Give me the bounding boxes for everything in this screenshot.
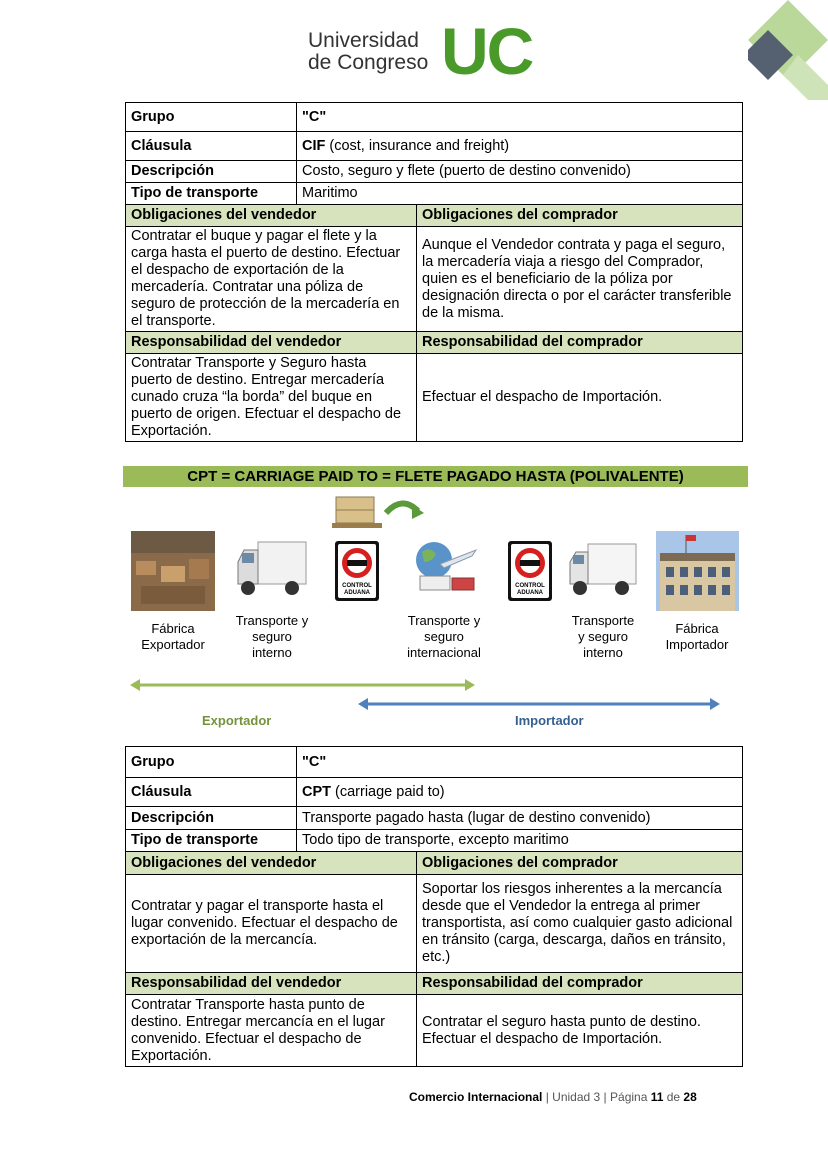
header-obligaciones-vendedor-2: Obligaciones del vendedor <box>126 852 417 875</box>
logo-text <box>308 30 428 74</box>
caption-transporte-internacional <box>394 613 494 661</box>
customs-sign-icon-2 <box>508 541 552 601</box>
footer-page-word: Página <box>610 1090 651 1104</box>
truck-icon <box>236 540 308 602</box>
caption-fabrica-exportador-text: Fábrica Exportador <box>141 621 205 652</box>
logo-line-2: de Congreso <box>308 51 429 74</box>
text-responsabilidad-vendedor: Contratar Transporte y Seguro hasta puerto de destino. Entregar mercadería cunado cruza “la borda” del buque en puerto de origen. Efectuar el despacho de Exportación. <box>126 354 417 442</box>
factory-importer-photo <box>656 531 739 611</box>
label-tipo-transporte: Tipo de transporte <box>126 183 297 205</box>
header-obligaciones-vendedor: Obligaciones del vendedor <box>126 205 417 227</box>
caption-fabrica-importador-text: Fábrica Importador <box>665 621 729 652</box>
importador-range-arrow <box>358 697 720 711</box>
value-clausula <box>297 132 743 161</box>
logo-line-1: Universidad <box>308 29 419 52</box>
footer-separator-1: | <box>542 1090 553 1104</box>
header-responsabilidad-vendedor-2: Responsabilidad del vendedor <box>126 973 417 995</box>
value-descripcion-2: Transporte pagado hasta (lugar de destino convenido) <box>297 807 743 830</box>
label-descripcion-2: Descripción <box>126 807 297 830</box>
corner-decoration-icon <box>748 0 828 100</box>
header-responsabilidad-comprador-2: Responsabilidad del comprador <box>417 973 743 995</box>
clause-desc-2: (carriage paid to) <box>331 783 445 800</box>
university-logo <box>308 14 538 88</box>
label-clausula-2: Cláusula <box>126 778 297 807</box>
exportador-range-arrow <box>130 678 475 692</box>
page-footer <box>409 1090 697 1104</box>
value-clausula-2 <box>297 778 743 807</box>
caption-fabrica-exportador <box>128 621 218 653</box>
svg-text:ADUANA: ADUANA <box>517 590 543 596</box>
header-obligaciones-comprador-2: Obligaciones del comprador <box>417 852 743 875</box>
caption-transporte-internacional-text: Transporte y seguro internacional <box>407 613 481 660</box>
text-obligaciones-vendedor: Contratar el buque y pagar el flete y la carga hasta el puerto de destino. Efectuar el despacho de exportación de la mercadería. Contratar una póliza de seguro de protección de la mercadería en el transporte. <box>126 227 417 332</box>
footer-total-pages: 28 <box>683 1090 697 1104</box>
text-obligaciones-vendedor-2: Contratar y pagar el transporte hasta el lugar convenido. Efectuar el despacho de exportación de la mercancía. <box>126 875 417 973</box>
footer-unit: Unidad 3 <box>552 1090 601 1104</box>
factory-exporter-photo <box>131 531 215 611</box>
clause-code-2: CPT <box>302 783 331 800</box>
value-tipo-transporte-2: Todo tipo de transporte, excepto maritimo <box>297 830 743 852</box>
text-responsabilidad-comprador-2: Contratar el seguro hasta punto de destino. Efectuar el despacho de Importación. <box>417 995 743 1067</box>
label-grupo-2: Grupo <box>126 747 297 778</box>
footer-course: Comercio Internacional <box>409 1090 543 1104</box>
value-descripcion: Costo, seguro y flete (puerto de destino convenido) <box>297 161 743 183</box>
clause-code: CIF <box>302 137 326 154</box>
international-transport-icon <box>410 540 478 596</box>
value-grupo-2: "C" <box>297 747 743 778</box>
delivery-truck-icon <box>568 542 638 600</box>
customs-sign-icon <box>335 541 379 601</box>
value-tipo-transporte: Maritimo <box>297 183 743 205</box>
label-importador: Importador <box>515 713 584 728</box>
cpt-banner: CPT = CARRIAGE PAID TO = FLETE PAGADO HASTA (POLIVALENTE) <box>123 466 748 487</box>
clause-desc: (cost, insurance and freight) <box>325 137 510 154</box>
footer-page-number: 11 <box>650 1090 664 1104</box>
text-responsabilidad-vendedor-2: Contratar Transporte hasta punto de destino. Entregar mercancía en el lugar convenido. Efectuar el despacho de Exportación. <box>126 995 417 1067</box>
caption-transporte-interno-2-text: Transporte y seguro interno <box>571 613 635 660</box>
header-responsabilidad-vendedor: Responsabilidad del vendedor <box>126 332 417 354</box>
text-obligaciones-comprador: Aunque el Vendedor contrata y paga el seguro, la mercadería viaja a riesgo del Comprador, quien es el beneficiario de la póliza por designación directa o por el carácter transferible de la misma. <box>417 227 743 332</box>
svg-text:CONTROL: CONTROL <box>342 583 372 589</box>
value-grupo: "C" <box>297 103 743 132</box>
logo-mark: UC <box>441 14 533 88</box>
label-grupo: Grupo <box>126 103 297 132</box>
text-responsabilidad-comprador: Efectuar el despacho de Importación. <box>417 354 743 442</box>
footer-of: de <box>663 1090 684 1104</box>
caption-fabrica-importador <box>652 621 742 653</box>
pallet-forklift-icon <box>330 493 425 531</box>
label-exportador: Exportador <box>202 713 272 728</box>
caption-transporte-interno-1 <box>222 613 322 661</box>
cif-table <box>125 102 743 442</box>
label-clausula: Cláusula <box>126 132 297 161</box>
svg-text:ADUANA: ADUANA <box>344 590 370 596</box>
text-obligaciones-comprador-2: Soportar los riesgos inherentes a la mercancía desde que el Vendedor la entrega al primer transportista, así como cualquier gasto adicional en tránsito (carga, descarga, daños en tránsito, etc.) <box>417 875 743 973</box>
cpt-table <box>125 746 743 1067</box>
footer-separator-2: | <box>600 1090 611 1104</box>
svg-text:CONTROL: CONTROL <box>515 583 545 589</box>
header-obligaciones-comprador: Obligaciones del comprador <box>417 205 743 227</box>
caption-transporte-interno-2 <box>553 613 653 661</box>
header-responsabilidad-comprador: Responsabilidad del comprador <box>417 332 743 354</box>
label-tipo-transporte-2: Tipo de transporte <box>126 830 297 852</box>
caption-transporte-interno-1-text: Transporte y seguro interno <box>235 613 309 660</box>
label-descripcion: Descripción <box>126 161 297 183</box>
